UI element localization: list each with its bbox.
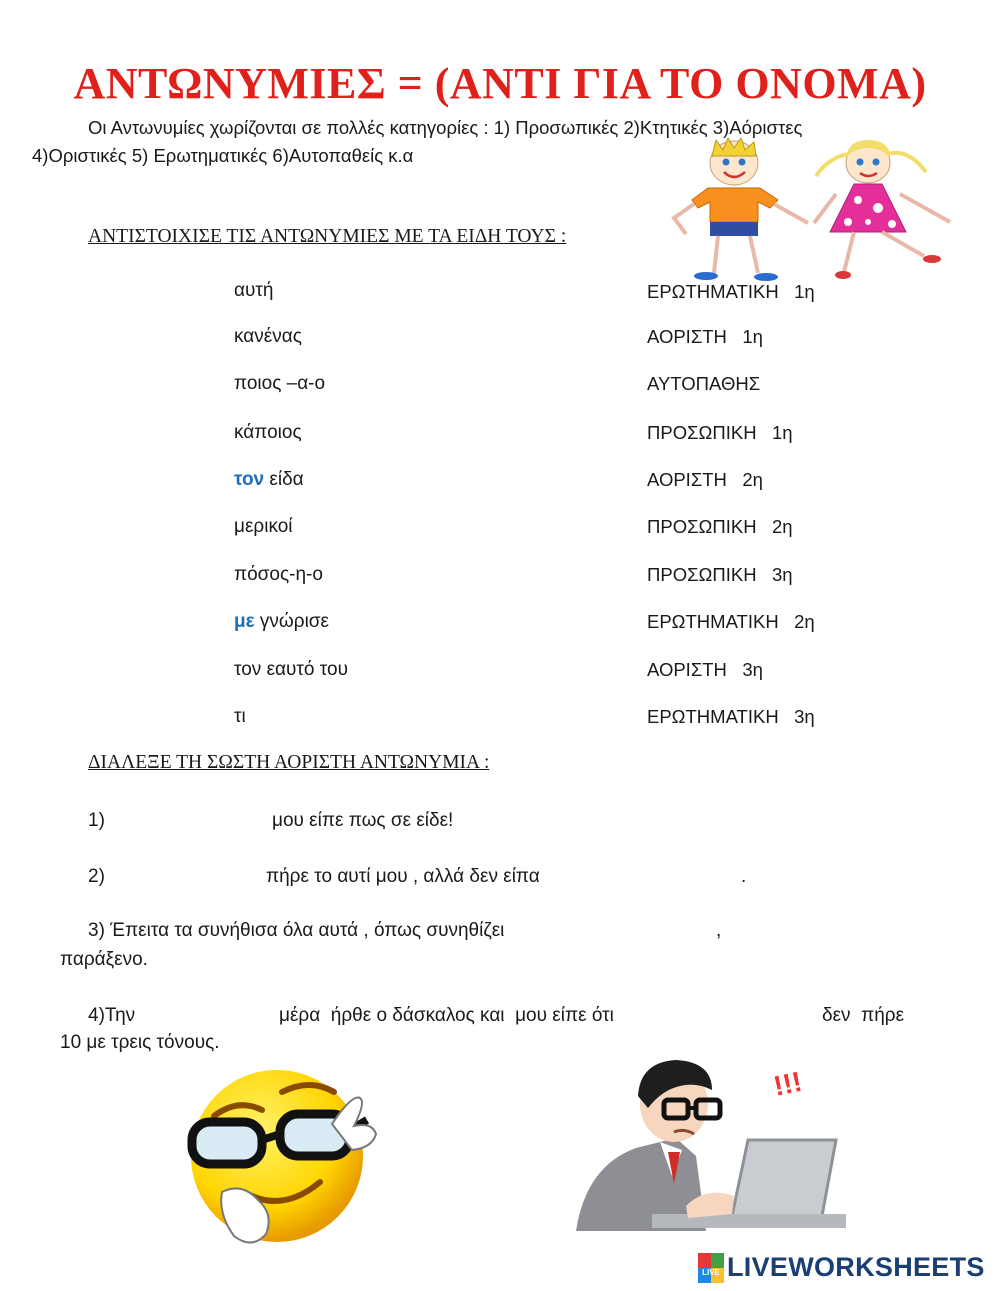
sentence-4-start: 4)Την: [88, 1005, 136, 1026]
matching-heading: ΑΝΤΙΣΤΟΙΧΙΣΕ ΤΙΣ ΑΝΤΩΝΥΜΙΕΣ ΜΕ ΤΑ ΕΙΔΗ ΤΟΥΣ :: [88, 226, 567, 247]
liveworksheets-logo-text[interactable]: LIVEWORKSHEETS: [727, 1252, 985, 1282]
sentence-2-end: .: [741, 866, 747, 887]
pronoun-word[interactable]: [234, 659, 348, 681]
sentence-1-text: μου είπε πως σε είδε!: [272, 810, 454, 831]
pronoun-text: ποιος –α-ο: [234, 373, 326, 394]
sentence-4-line-2: 10 με τρεις τόνους.: [60, 1032, 220, 1053]
pronoun-word[interactable]: [234, 706, 246, 728]
category-label[interactable]: ΕΡΩΤΗΜΑΤΙΚΗ 3η: [647, 706, 815, 727]
man-at-computer-illustration: [556, 1056, 846, 1231]
kids-illustration: [668, 138, 958, 283]
logo-icon-letters: LIVE: [702, 1268, 720, 1277]
sentence-2-number: 2): [88, 866, 105, 887]
sentence-3-text: 3) Έπειτα τα συνήθισα όλα αυτά , όπως συνηθίζει: [88, 920, 505, 941]
pronoun-word[interactable]: [234, 280, 273, 302]
page-title: ΑΝΤΩΝΥΜΙΕΣ = (ΑΝΤΙ ΓΙΑ ΤΟ ΟΝΟΜΑ): [73, 59, 927, 108]
pronoun-text: είδα: [264, 469, 304, 490]
sentence-4-middle: μέρα ήρθε ο δάσκαλος και μου είπε ότι: [279, 1005, 614, 1026]
pronoun-word[interactable]: [234, 516, 293, 538]
sentence-4-blank-2[interactable]: [666, 1001, 816, 1029]
category-label[interactable]: ΠΡΟΣΩΠΙΚΗ 3η: [647, 564, 793, 585]
choose-heading: [88, 752, 489, 774]
sentence-4-end: δεν πήρε: [822, 1005, 905, 1026]
pronoun-text: κάποιος: [234, 422, 302, 443]
sentence-3-comma: ,: [716, 920, 722, 941]
exclamation-marks: !!!: [770, 1065, 805, 1102]
girl-figure: [814, 140, 950, 279]
pronoun-word[interactable]: [234, 611, 329, 633]
pronoun-text: πόσος-η-ο: [234, 564, 323, 585]
category-label[interactable]: ΑΟΡΙΣΤΗ 2η: [647, 469, 763, 490]
smiley-glasses-illustration: [182, 1064, 382, 1254]
category-label[interactable]: ΕΡΩΤΗΜΑΤΙΚΗ 1η: [647, 281, 815, 302]
pronoun-text: κανένας: [234, 326, 302, 347]
pronoun-text: τον εαυτό του: [234, 659, 348, 680]
pronoun-word[interactable]: [234, 564, 323, 586]
sentence-2-blank-1[interactable]: [118, 862, 258, 890]
pronoun-highlight: με: [234, 611, 255, 632]
category-label[interactable]: ΑΟΡΙΣΤΗ 1η: [647, 326, 763, 347]
choose-heading-text: ΔΙΑΛΕΞΕ ΤΗ ΣΩΣΤΗ ΑΟΡΙΣΤΗ ΑΝΤΩΝΥΜΙΑ: [88, 752, 480, 773]
category-label[interactable]: ΑΟΡΙΣΤΗ 3η: [647, 659, 763, 680]
liveworksheets-logo-icon: [698, 1253, 724, 1283]
pronoun-highlight: τον: [234, 469, 265, 490]
category-label[interactable]: ΑΥΤΟΠΑΘΗΣ: [647, 373, 761, 394]
pronoun-text: αυτή: [234, 280, 274, 301]
sentence-2-blank-2[interactable]: [586, 862, 736, 890]
boy-figure: [674, 138, 808, 281]
sentence-3-blank[interactable]: [560, 916, 710, 944]
category-label[interactable]: ΕΡΩΤΗΜΑΤΙΚΗ 2η: [647, 611, 815, 632]
sentence-1-number: 1): [88, 810, 105, 831]
intro-line-1: Οι Αντωνυμίες χωρίζονται σε πολλές κατηγορίες : 1) Προσωπικές 2)Κτητικές 3)Αόριστες: [88, 117, 803, 138]
pronoun-word[interactable]: [234, 326, 302, 348]
pronoun-text: γνώρισε: [254, 611, 329, 632]
pronoun-text: μερικοί: [234, 516, 293, 537]
category-label[interactable]: ΠΡΟΣΩΠΙΚΗ 2η: [647, 516, 793, 537]
sentence-1-blank[interactable]: [118, 806, 264, 834]
intro-line-2: 4)Οριστικές 5) Ερωτηματικές 6)Αυτοπαθείς κ.α: [32, 145, 414, 166]
sentence-4-blank-1[interactable]: [150, 1001, 272, 1029]
pronoun-word[interactable]: [234, 469, 304, 491]
sentence-3-line-2: παράξενο.: [60, 949, 148, 970]
choose-heading-colon: :: [479, 752, 490, 773]
pronoun-word[interactable]: [234, 422, 302, 444]
sentence-2-text: πήρε το αυτί μου , αλλά δεν είπα: [266, 866, 540, 887]
category-label[interactable]: ΠΡΟΣΩΠΙΚΗ 1η: [647, 422, 793, 443]
pronoun-text: τι: [234, 706, 246, 727]
pronoun-word[interactable]: [234, 373, 325, 395]
